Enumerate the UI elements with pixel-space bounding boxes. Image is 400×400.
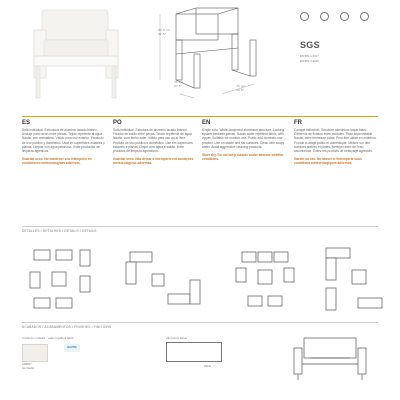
sgs-logo: SGS	[300, 40, 320, 50]
swatch-code: 018P07	[22, 362, 32, 366]
flame-icon	[360, 12, 369, 21]
warning: Guardar seco. No mantener a la intemperie en condiciones meteorológicas adversas.	[22, 157, 92, 166]
language-column-fr	[294, 120, 378, 166]
fabric-swatch-ice	[22, 344, 48, 362]
cushions-label: Cushions in Nautic - water repellent fabric	[22, 336, 74, 340]
warning: Garder au sec. Ne laisser à l'intempérie sous conditions météorologiques adverses.	[294, 157, 362, 166]
language-column-en	[202, 120, 286, 161]
divider	[22, 226, 378, 227]
snowflake-icon	[340, 12, 349, 21]
warning: Guardar seco. Não deixar à intempérie em condições meteorológicas adversas.	[113, 157, 194, 166]
cert-line: EN 581-2:2016	[300, 59, 319, 63]
sofa-photo	[20, 6, 130, 106]
swatch-name: Ice Nautic	[22, 366, 35, 370]
configuration-diagrams	[22, 244, 382, 316]
description: Canapé individuel. Structure aluminium laqué blanc. Éléments de fixation entre modules. Tissu imperméable Nautic, avec fermeture éclair. Peut être utilisé en extérieur. Produit à usage public et domestique. Utilisez sur des surfaces stables et plates. Nettoyer avec de l'eau savonneuse. Évitez les produits de nettoyage agressifs.	[294, 128, 377, 154]
frame-color: White	[204, 364, 212, 368]
section-divider	[22, 116, 378, 117]
frame-swatch-white	[166, 342, 222, 362]
water-icon	[320, 12, 329, 21]
sun-icon	[300, 12, 309, 21]
language-column-es	[22, 120, 106, 166]
description: Sofá individual. Estructura de aluminio lacado blanco. Anclaje para unión entre piezas. Tejido repelente al agua Nautic, con cremallera. Válido para uso exterior. Producto de uso público y doméstico. Usar en superficies estables y planas. Limpiar con agua jabonosa. Evite productos de limpieza agresivos.	[22, 128, 105, 154]
divider	[22, 322, 378, 323]
aluminium-label: Aluminium frame	[166, 336, 187, 340]
details-label: DETALLES / DETALHES / DETAILS / DÉTAILS	[22, 229, 97, 233]
description: Sofá individual. Estrutura de alumínio lacado branco. Fixador de união entre peças. Tecido repelente de água Nautic, com fecho-ecler. Válido para uso ao ar livre. Produto de uso público e doméstico. Use em superfícies estáveis e planas. Limpe com água e sabão. Evite produtos de limpeza agressivos.	[113, 128, 193, 154]
language-column-po	[113, 120, 197, 166]
language-code: ES	[22, 120, 31, 126]
finishes-label: ACABADOS / ACABAMENTOS / FINISHES / FINITIONS	[22, 325, 112, 329]
height-dimension: 80.0 cm 31.5"	[158, 28, 171, 36]
sofa-frame-drawing	[290, 330, 380, 382]
nautic-badge: NAUTIC	[64, 344, 80, 352]
language-code: FR	[294, 120, 302, 126]
language-code: PO	[113, 120, 122, 126]
depth-dimension: 70 cm 27.6"	[174, 80, 184, 88]
description: Single sofa. White lacquered aluminium structure. Locking system between pieces. Nautic water repellent fabric, with zipper. Suitable for outdoor use. Public and domestic use product. Use on stable and flat surfaces. Clean with soapy water. Avoid aggressive cleaning products.	[202, 128, 285, 149]
width-dimension: 75 cm 29.5"	[236, 84, 246, 92]
warning: Store dry. Do not keep outside under adverse weather conditions.	[202, 153, 284, 162]
language-code: EN	[202, 120, 211, 126]
cert-line: EN 581-1:2017	[300, 54, 319, 58]
